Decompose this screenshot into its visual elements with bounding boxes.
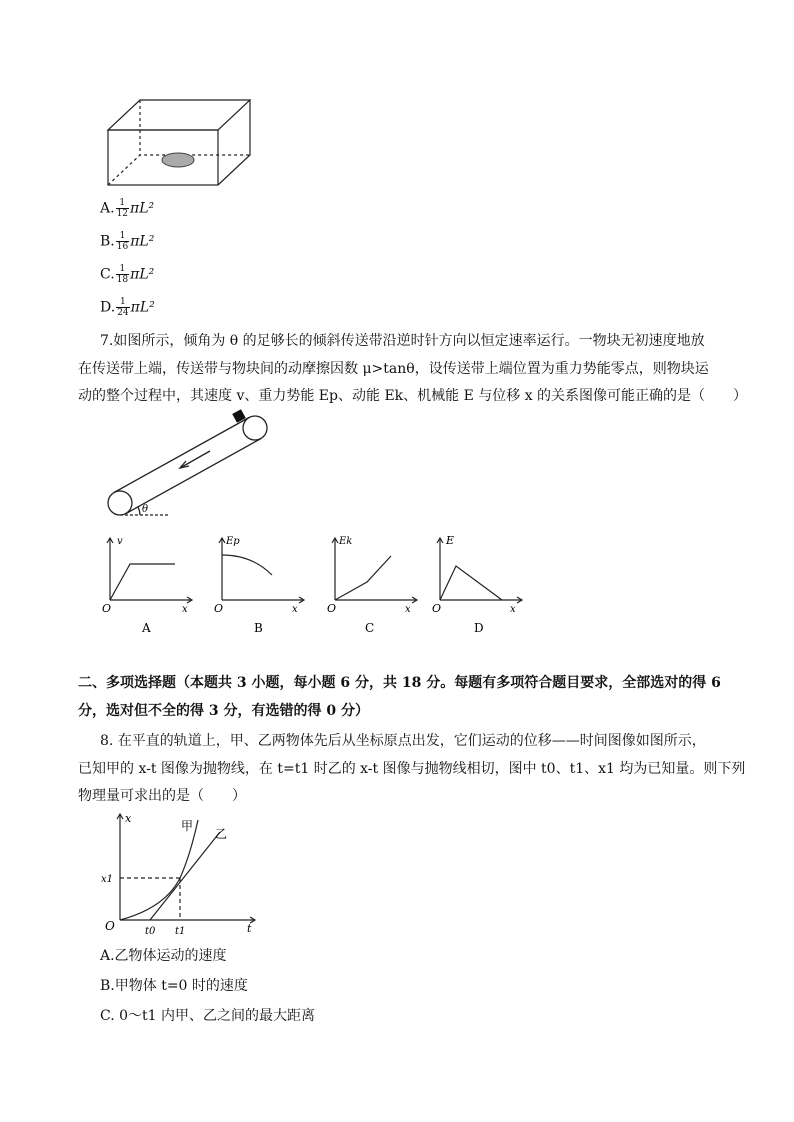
q7-graph-d xyxy=(430,530,530,640)
q7-graph-c xyxy=(325,530,425,640)
q7-graph-a xyxy=(100,530,200,640)
q8-xt-graph xyxy=(95,810,265,940)
fraction: $\frac{1}{18}$ xyxy=(116,264,129,285)
fraction: $\frac{1}{24}$ xyxy=(117,297,129,318)
conveyor-belt-figure xyxy=(100,408,280,523)
q6-option-c: C. $\frac{1}{18}$ πL² xyxy=(100,264,155,285)
fraction: $\frac{1}{12}$ xyxy=(116,198,129,219)
graph-caption-a: A xyxy=(142,621,151,635)
q8-line-2: 已知甲的 x-t 图像为抛物线，在 t=t1 时乙的 x-t 图像与抛物线相切，图中 t0、t1、x1 均为已知量。则下列 xyxy=(78,761,746,777)
q8-option-b: B.甲物体 t=0 时的速度 xyxy=(100,978,248,994)
origin-label: O xyxy=(432,602,442,615)
axis-label-x: x xyxy=(510,604,516,615)
graph-caption-b: B xyxy=(254,621,263,635)
angle-label: θ xyxy=(142,504,149,515)
q7-line-1: 7.如图所示，倾角为 θ 的足够长的倾斜传送带沿逆时针方向以恒定速率运行。一物块无初速度地放 xyxy=(100,333,705,349)
origin-label: O xyxy=(214,602,224,615)
graph-caption-d: D xyxy=(474,621,484,635)
q6-option-d: D. $\frac{1}{24}$ πL² xyxy=(100,297,155,318)
q8-option-a: A.乙物体运动的速度 xyxy=(100,948,227,964)
axis-label-ep: Ep xyxy=(226,536,240,547)
axis-label-v: v xyxy=(117,536,123,547)
origin-label: O xyxy=(327,602,337,615)
axis-label-t: t xyxy=(247,922,252,935)
q7-graph-b xyxy=(212,530,312,640)
axis-label-x: x xyxy=(182,604,188,615)
axis-label-x: x xyxy=(292,604,298,615)
curve-label-yi: 乙 xyxy=(215,827,228,841)
q7-line-2: 在传送带上端，传送带与物块间的动摩擦因数 μ>tanθ，设传送带上端位置为重力势能零点，则物块运 xyxy=(78,361,709,377)
graph-caption-c: C xyxy=(365,621,375,635)
tick-label-t0: t0 xyxy=(145,926,156,937)
origin-label: O xyxy=(102,602,112,615)
q6-option-a: A. $\frac{1}{12}$ πL² xyxy=(100,198,155,219)
q7-line-3: 动的整个过程中，其速度 v、重力势能 Ep、动能 Ek、机械能 E 与位移 x 的关系图像可能正确的是（ ） xyxy=(78,388,748,404)
axis-label-ek: Ek xyxy=(339,536,353,547)
tick-label-t1: t1 xyxy=(175,926,186,937)
axis-label-e: E xyxy=(446,534,455,547)
origin-label: O xyxy=(105,919,115,933)
section-2-header-line-1: 二、多项选择题（本题共 3 小题，每小题 6 分，共 18 分。每题有多项符合题目要求，全部选对的得 6 xyxy=(78,675,721,691)
q8-line-3: 物理量可求出的是（ ） xyxy=(78,788,246,804)
section-2-header-line-2: 分，选对但不全的得 3 分，有选错的得 0 分） xyxy=(78,703,369,719)
fraction: $\frac{1}{16}$ xyxy=(116,231,129,252)
q8-line-1: 8. 在平直的轨道上，甲、乙两物体先后从坐标原点出发，它们运动的位移——时间图像如图所示， xyxy=(100,733,706,749)
box-figure xyxy=(100,92,270,192)
tick-label-x1: x1 xyxy=(101,874,114,885)
q8-option-c: C. 0～t1 内甲、乙之间的最大距离 xyxy=(100,1008,316,1024)
axis-label-x: x xyxy=(405,604,411,615)
axis-label-x: x xyxy=(125,812,132,825)
q6-option-b: B. $\frac{1}{16}$ πL² xyxy=(100,231,155,252)
curve-label-jia: 甲 xyxy=(181,819,194,833)
